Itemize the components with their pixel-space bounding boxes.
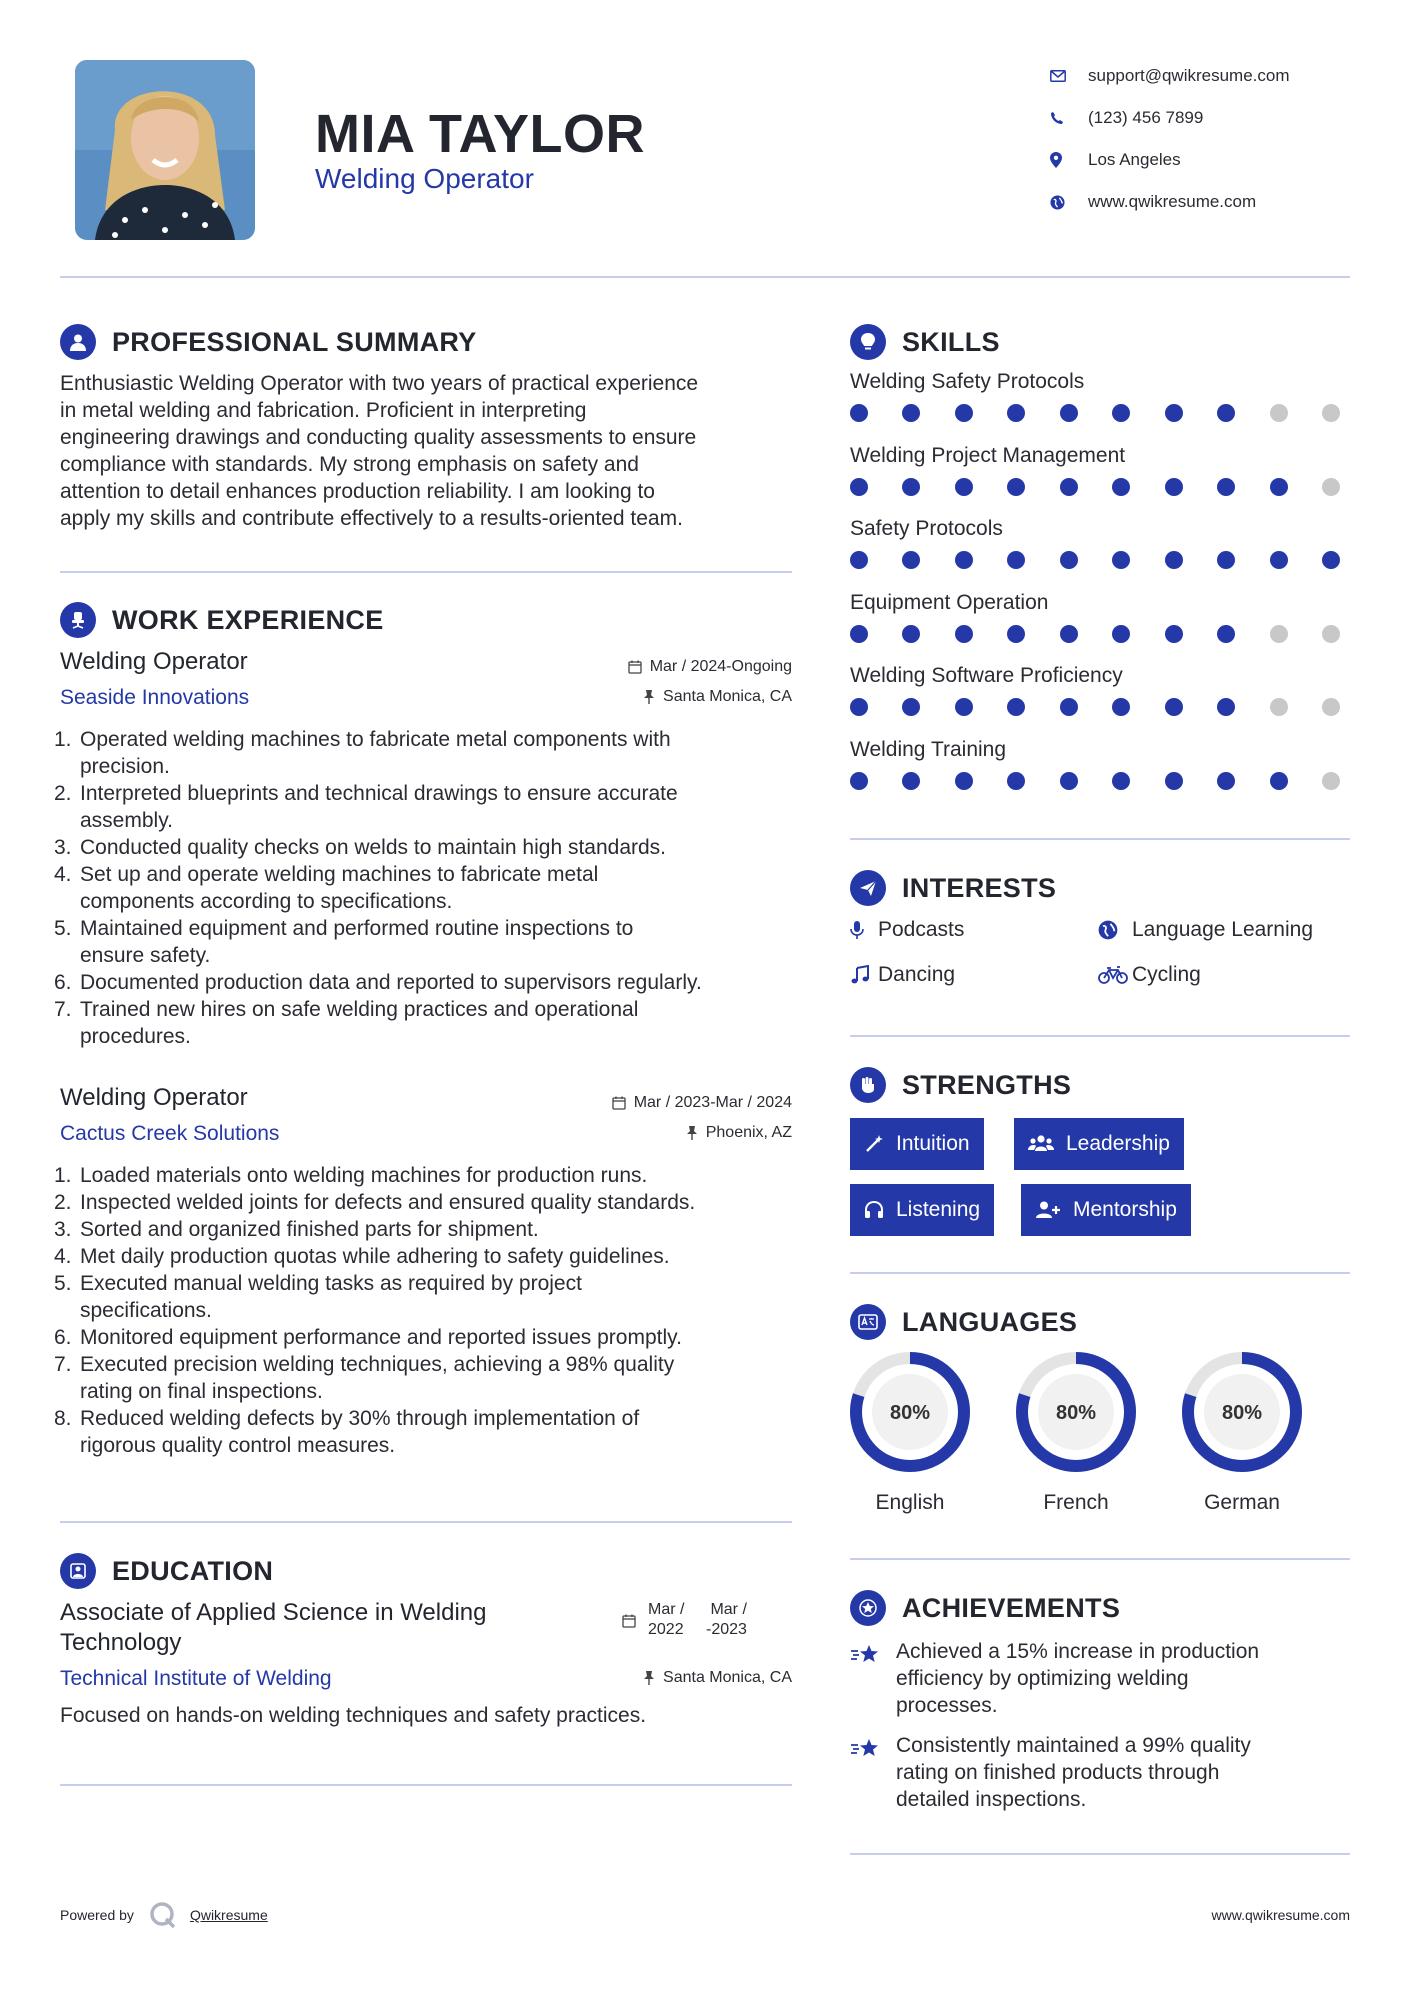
skill-name: Safety Protocols xyxy=(850,517,1003,540)
company-name: Seaside Innovations xyxy=(60,686,250,709)
rating-dot-filled xyxy=(1112,698,1130,716)
contact-location xyxy=(1050,139,1380,181)
language-item xyxy=(848,1350,972,1515)
duty-item: 8. Reduced welding defects by 30% through implementation of rigorous quality control measures. xyxy=(54,1407,640,1457)
rating-dot-empty xyxy=(1322,478,1340,496)
skill-rating xyxy=(850,404,1340,422)
strengths-divider xyxy=(850,1272,1350,1274)
skill-name: Welding Training xyxy=(850,737,1007,761)
language-name: French xyxy=(1043,1491,1109,1514)
rating-dot-empty xyxy=(1270,404,1288,422)
job-duties xyxy=(54,1162,792,1459)
languages-heading xyxy=(850,1304,1077,1340)
education-entry xyxy=(60,1598,792,1728)
rating-dot-filled xyxy=(1165,478,1183,496)
rating-dot-filled xyxy=(1060,625,1078,643)
rating-dot-empty xyxy=(1270,698,1288,716)
lightbulb-icon xyxy=(850,324,886,360)
interest-cycling xyxy=(1098,963,1201,987)
user-plus-icon xyxy=(1035,1200,1061,1220)
rating-dot-filled xyxy=(902,772,920,790)
contact-list xyxy=(1050,55,1380,223)
users-icon xyxy=(1028,1134,1054,1154)
job-date-text: Mar / 2023-Mar / 2024 xyxy=(633,1094,792,1111)
summary-line: apply my skills and contribute effectively to a results-oriented team. xyxy=(60,507,683,530)
bicycle-icon xyxy=(1098,966,1132,984)
footer-powered xyxy=(60,1900,268,1930)
rating-dot-filled xyxy=(1007,772,1025,790)
rating-dot-filled xyxy=(902,478,920,496)
rating-dot-empty xyxy=(1270,625,1288,643)
candidate-role: Welding Operator xyxy=(315,163,534,194)
job-entry xyxy=(54,1084,792,1459)
shooting-star-icon xyxy=(850,1638,896,1719)
duty-item: 7. Executed precision welding techniques, achieving a 98% quality rating on final inspections. xyxy=(54,1353,675,1403)
achievements-title: ACHIEVEMENTS xyxy=(902,1592,1121,1623)
duty-item: 5. Maintained equipment and performed routine inspections to ensure safety. xyxy=(54,917,634,967)
experience-title: WORK EXPERIENCE xyxy=(112,604,384,635)
candidate-name: MIA TAYLOR xyxy=(315,104,646,164)
rating-dot-filled xyxy=(850,404,868,422)
summary-text xyxy=(60,370,800,532)
rating-dot-filled xyxy=(902,625,920,643)
skill-name: Welding Safety Protocols xyxy=(850,370,1085,393)
strength-leadership xyxy=(1014,1118,1184,1170)
contact-email[interactable] xyxy=(1050,55,1380,97)
strength-label: Listening xyxy=(896,1198,981,1221)
powered-by-text: Powered by xyxy=(60,1907,134,1923)
education-location: Santa Monica, CA xyxy=(643,1669,792,1687)
rating-dot-filled xyxy=(850,772,868,790)
rating-dot-filled xyxy=(1060,478,1078,496)
job-location xyxy=(643,688,792,706)
skill-name: Welding Project Management xyxy=(850,443,1126,467)
office-chair-icon xyxy=(60,602,96,638)
rating-dot-filled xyxy=(1165,625,1183,643)
skill-item xyxy=(850,591,1350,643)
school-name: Technical Institute of Welding xyxy=(60,1667,332,1690)
rating-dot-filled xyxy=(902,551,920,569)
duty-item: 4. Set up and operate welding machines to fabricate metal components according to specifications. xyxy=(54,863,599,913)
duty-item: 1. Operated welding machines to fabricate metal components with precision. xyxy=(54,728,671,778)
strengths-title: STRENGTHS xyxy=(902,1069,1072,1100)
skill-item xyxy=(850,738,1350,790)
rating-dot-filled xyxy=(1007,478,1025,496)
calendar-icon xyxy=(628,660,642,674)
interests-heading xyxy=(850,870,1056,906)
rating-dot-filled xyxy=(1270,551,1288,569)
languages-title: LANGUAGES xyxy=(902,1306,1078,1337)
job-date xyxy=(628,658,792,676)
experience-divider xyxy=(60,1521,792,1523)
strengths-heading xyxy=(850,1067,1071,1103)
rating-dot-filled xyxy=(1112,478,1130,496)
rating-dot-filled xyxy=(850,551,868,569)
summary-line: Enthusiastic Welding Operator with two years of practical experience xyxy=(60,372,699,395)
paper-plane-icon xyxy=(850,870,886,906)
duty-item: 6. Monitored equipment performance and reported issues promptly. xyxy=(54,1326,682,1349)
duty-item: 6. Documented production data and reported to supervisors regularly. xyxy=(54,971,702,994)
summary-line: in metal welding and fabrication. Proficient in interpreting xyxy=(60,399,587,422)
education-description: Focused on hands-on welding techniques and safety practices. xyxy=(60,1704,647,1727)
fist-icon xyxy=(850,1067,886,1103)
education-date: Mar / 2022 Mar / -2023 xyxy=(622,1600,792,1644)
rating-dot-empty xyxy=(1322,698,1340,716)
interests-divider xyxy=(850,1035,1350,1037)
achievements-heading xyxy=(850,1590,1120,1626)
interests-title: INTERESTS xyxy=(902,872,1057,903)
degree-title: Associate of Applied Science in Welding Technology xyxy=(60,1599,487,1656)
skill-item xyxy=(850,370,1350,422)
pushpin-icon xyxy=(686,1126,698,1140)
map-pin-icon xyxy=(1050,152,1088,168)
rating-dot-filled xyxy=(1060,404,1078,422)
strength-label: Leadership xyxy=(1066,1132,1170,1155)
header-divider xyxy=(60,276,1350,278)
duty-item: 1. Loaded materials onto welding machines for production runs. xyxy=(54,1164,648,1187)
rating-dot-filled xyxy=(1007,625,1025,643)
contact-website-text: www.qwikresume.com xyxy=(1088,192,1257,211)
rating-dot-filled xyxy=(1007,551,1025,569)
skills-title: SKILLS xyxy=(902,326,1000,357)
skill-name: Equipment Operation xyxy=(850,590,1049,614)
rating-dot-filled xyxy=(1270,772,1288,790)
job-location xyxy=(686,1124,792,1142)
qwikresume-logo-icon xyxy=(148,1900,178,1930)
rating-dot-filled xyxy=(902,404,920,422)
language-progress-ring xyxy=(1180,1350,1304,1474)
rating-dot-filled xyxy=(1165,551,1183,569)
language-item xyxy=(1180,1350,1304,1515)
language-percent: 80% xyxy=(1055,1402,1097,1424)
job-entry xyxy=(54,648,792,1050)
rating-dot-filled xyxy=(955,772,973,790)
rating-dot-filled xyxy=(1112,404,1130,422)
achievements-divider xyxy=(850,1853,1350,1855)
strength-label: Intuition xyxy=(896,1132,970,1155)
rating-dot-filled xyxy=(850,478,868,496)
rating-dot-filled xyxy=(1217,404,1235,422)
strength-mentorship xyxy=(1021,1184,1191,1236)
skill-rating xyxy=(850,551,1340,569)
profile-photo xyxy=(75,60,255,240)
duty-item: 7. Trained new hires on safe welding practices and operational procedures. xyxy=(54,998,639,1048)
summary-heading xyxy=(60,324,477,360)
duty-item: 2. Inspected welded joints for defects and ensured quality standards. xyxy=(54,1191,696,1214)
strength-listening xyxy=(850,1184,994,1236)
education-heading xyxy=(60,1553,273,1589)
shooting-star-icon xyxy=(850,1732,896,1813)
skills-divider xyxy=(850,838,1350,840)
rating-dot-filled xyxy=(1007,404,1025,422)
rating-dot-filled xyxy=(955,698,973,716)
rating-dot-filled xyxy=(1060,551,1078,569)
calendar-icon xyxy=(622,1614,636,1628)
rating-dot-filled xyxy=(850,625,868,643)
duty-item: 2. Interpreted blueprints and technical drawings to ensure accurate assembly. xyxy=(54,782,678,832)
rating-dot-filled xyxy=(902,698,920,716)
headphones-icon xyxy=(864,1200,884,1220)
rating-dot-filled xyxy=(955,625,973,643)
contact-location-text: Los Angeles xyxy=(1088,150,1181,169)
graduate-icon xyxy=(60,1553,96,1589)
star-badge-icon xyxy=(850,1590,886,1626)
summary-title: PROFESSIONAL SUMMARY xyxy=(112,326,477,357)
magic-wand-icon xyxy=(864,1134,884,1154)
rating-dot-empty xyxy=(1322,404,1340,422)
language-percent: 80% xyxy=(1221,1402,1263,1424)
language-item xyxy=(1014,1350,1138,1515)
rating-dot-filled xyxy=(1060,698,1078,716)
summary-line: engineering drawings and conducting quality assessments to ensure xyxy=(60,426,697,449)
duty-item: 5. Executed manual welding tasks as required by project specifications. xyxy=(54,1272,582,1322)
skill-item xyxy=(850,517,1350,569)
experience-heading xyxy=(60,602,384,638)
rating-dot-filled xyxy=(1112,551,1130,569)
duty-item: 4. Met daily production quotas while adhering to safety guidelines. xyxy=(54,1245,670,1268)
music-icon xyxy=(850,965,878,985)
rating-dot-filled xyxy=(1217,772,1235,790)
globe-icon xyxy=(1098,920,1126,940)
skill-item xyxy=(850,664,1350,716)
interest-dancing xyxy=(850,963,955,987)
job-duties xyxy=(54,726,792,1050)
company-name: Cactus Creek Solutions xyxy=(60,1122,280,1145)
rating-dot-filled xyxy=(955,478,973,496)
achievement-item: Achieved a 15% increase in production efficiency by optimizing welding processes. xyxy=(850,1638,1330,1719)
skill-rating xyxy=(850,478,1340,496)
contact-phone-text: (123) 456 7899 xyxy=(1088,108,1204,127)
pushpin-icon xyxy=(643,1671,655,1685)
languages-divider xyxy=(850,1558,1350,1560)
rating-dot-filled xyxy=(1217,698,1235,716)
rating-dot-filled xyxy=(1217,625,1235,643)
calendar-icon xyxy=(612,1096,626,1110)
rating-dot-filled xyxy=(1217,478,1235,496)
education-title: EDUCATION xyxy=(112,1555,274,1586)
rating-dot-empty xyxy=(1322,625,1340,643)
language-progress-ring xyxy=(848,1350,972,1474)
microphone-icon xyxy=(850,920,878,940)
summary-line: attention to detail enhances production reliability. I am looking to xyxy=(60,480,655,503)
rating-dot-filled xyxy=(1165,404,1183,422)
user-icon xyxy=(60,324,96,360)
skills-heading xyxy=(850,324,1000,360)
rating-dot-filled xyxy=(1165,772,1183,790)
duty-item: 3. Sorted and organized finished parts for shipment. xyxy=(54,1218,539,1241)
rating-dot-filled xyxy=(1165,698,1183,716)
language-name: English xyxy=(875,1491,945,1514)
envelope-icon xyxy=(1050,70,1088,82)
rating-dot-filled xyxy=(1322,551,1340,569)
education-divider xyxy=(60,1784,792,1786)
language-progress-ring xyxy=(1014,1350,1138,1474)
summary-line: compliance with standards. My strong emphasis on safety and xyxy=(60,453,639,476)
rating-dot-empty xyxy=(1322,772,1340,790)
skill-rating xyxy=(850,625,1340,643)
job-location-text: Phoenix, AZ xyxy=(705,1124,792,1141)
skill-item xyxy=(850,444,1350,496)
language-percent: 80% xyxy=(889,1402,931,1424)
rating-dot-filled xyxy=(955,551,973,569)
pushpin-icon xyxy=(643,690,655,704)
footer-website[interactable]: www.qwikresume.com xyxy=(1211,1907,1350,1923)
interest-podcasts xyxy=(850,918,964,942)
rating-dot-filled xyxy=(1007,698,1025,716)
rating-dot-filled xyxy=(955,404,973,422)
contact-phone[interactable] xyxy=(1050,97,1380,139)
rating-dot-filled xyxy=(850,698,868,716)
skill-name: Welding Software Proficiency xyxy=(850,664,1123,687)
strength-label: Mentorship xyxy=(1073,1198,1177,1221)
skill-rating xyxy=(850,698,1340,716)
interest-label: Dancing xyxy=(878,963,956,986)
brand-link[interactable]: Qwikresume xyxy=(189,1907,268,1923)
contact-email-text: support@qwikresume.com xyxy=(1088,66,1290,85)
job-date-text: Mar / 2024-Ongoing xyxy=(649,658,792,675)
duty-item: 3. Conducted quality checks on welds to maintain high standards. xyxy=(54,836,667,859)
job-title: Welding Operator xyxy=(60,1084,248,1111)
skill-rating xyxy=(850,772,1340,790)
rating-dot-filled xyxy=(1060,772,1078,790)
rating-dot-filled xyxy=(1112,625,1130,643)
rating-dot-filled xyxy=(1270,478,1288,496)
language-name: German xyxy=(1204,1491,1280,1514)
phone-icon xyxy=(1050,111,1088,125)
rating-dot-filled xyxy=(1217,551,1235,569)
interest-language-learning xyxy=(1098,918,1313,942)
strength-intuition xyxy=(850,1118,984,1170)
globe-icon xyxy=(1050,195,1088,210)
achievement-item: Consistently maintained a 99% quality rating on finished products through detailed inspections. xyxy=(850,1732,1330,1813)
job-title: Welding Operator xyxy=(60,648,248,675)
job-location-text: Santa Monica, CA xyxy=(663,688,792,705)
summary-divider xyxy=(60,571,792,573)
job-date xyxy=(612,1094,792,1112)
contact-website[interactable] xyxy=(1050,181,1380,223)
translate-icon xyxy=(850,1304,886,1340)
interest-label: Podcasts xyxy=(878,918,965,941)
rating-dot-filled xyxy=(1112,772,1130,790)
interest-label: Language Learning xyxy=(1132,918,1314,941)
interest-label: Cycling xyxy=(1132,963,1201,986)
